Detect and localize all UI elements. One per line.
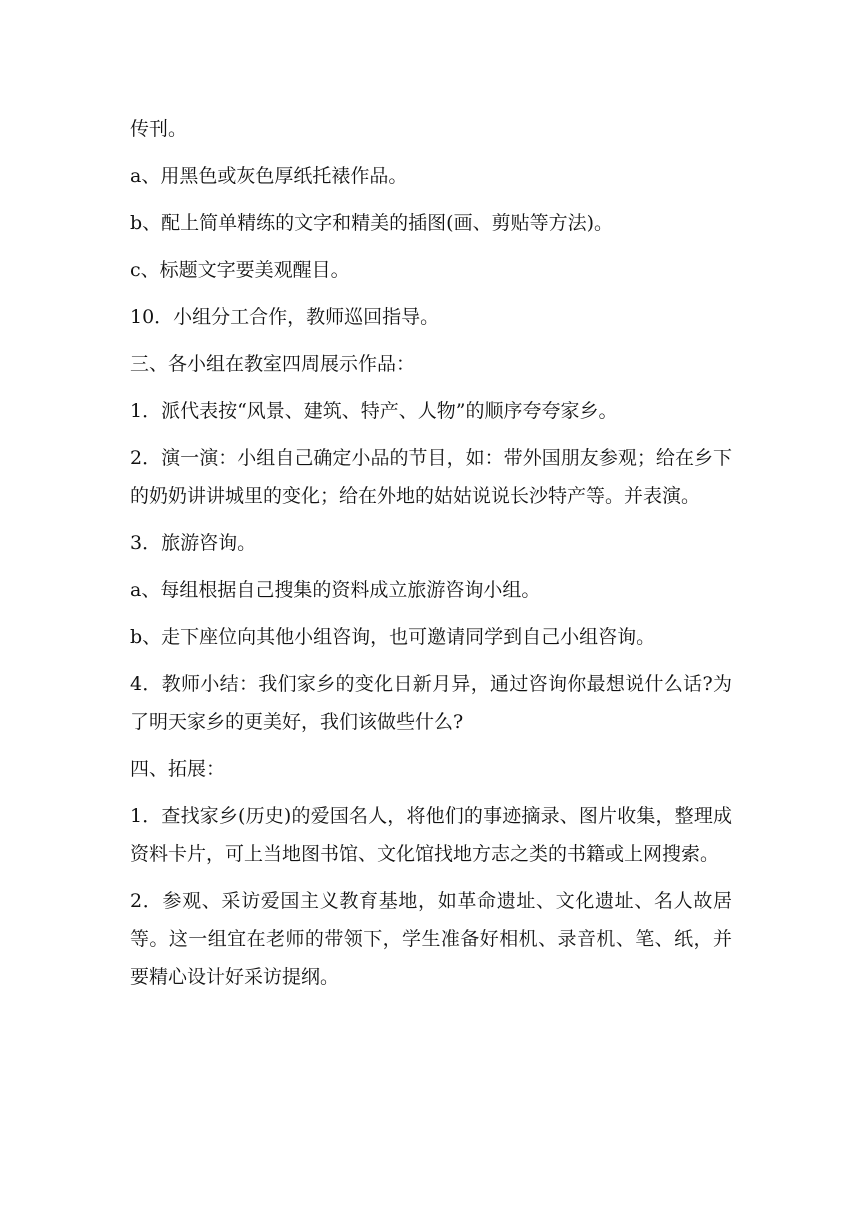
paragraph: 10．小组分工合作，教师巡回指导。 [130, 306, 440, 328]
paragraph: 传刊。 [130, 118, 188, 140]
paragraph: 1．查找家乡(历史)的爱国名人，将他们的事迹摘录、图片收集，整理成资料卡片，可上当地图书馆、文化馆找地方志之类的书籍或上网搜索。 [130, 805, 732, 865]
paragraph: 2．演一演：小组自己确定小品的节目，如：带外国朋友参观；给在乡下的奶奶讲讲城里的变化；给在外地的姑姑说说长沙特产等。并表演。 [130, 447, 732, 507]
paragraph: 1．派代表按“风景、建筑、特产、人物”的顺序夸夸家乡。 [130, 400, 618, 422]
paragraph: a、用黑色或灰色厚纸托裱作品。 [130, 165, 408, 187]
paragraph: c、标题文字要美观醒目。 [130, 259, 350, 281]
paragraph: 4．教师小结：我们家乡的变化日新月异，通过咨询你最想说什么话?为了明天家乡的更美好，我们该做些什么? [130, 673, 732, 733]
paragraph: b、配上简单精练的文字和精美的插图(画、剪贴等方法)。 [130, 212, 613, 234]
paragraph: 2．参观、采访爱国主义教育基地，如革命遗址、文化遗址、名人故居等。这一组宜在老师的带领下，学生准备好相机、录音机、笔、纸，并要精心设计好采访提纲。 [130, 890, 732, 988]
paragraph: b、走下座位向其他小组咨询，也可邀请同学到自己小组咨询。 [130, 626, 656, 648]
section-heading: 四、拓展： [130, 758, 226, 780]
paragraph: 3．旅游咨询。 [130, 532, 257, 554]
section-heading: 三、各小组在教室四周展示作品： [130, 353, 416, 375]
paragraph: a、每组根据自己搜集的资料成立旅游咨询小组。 [130, 579, 541, 601]
document-body [130, 110, 732, 1005]
